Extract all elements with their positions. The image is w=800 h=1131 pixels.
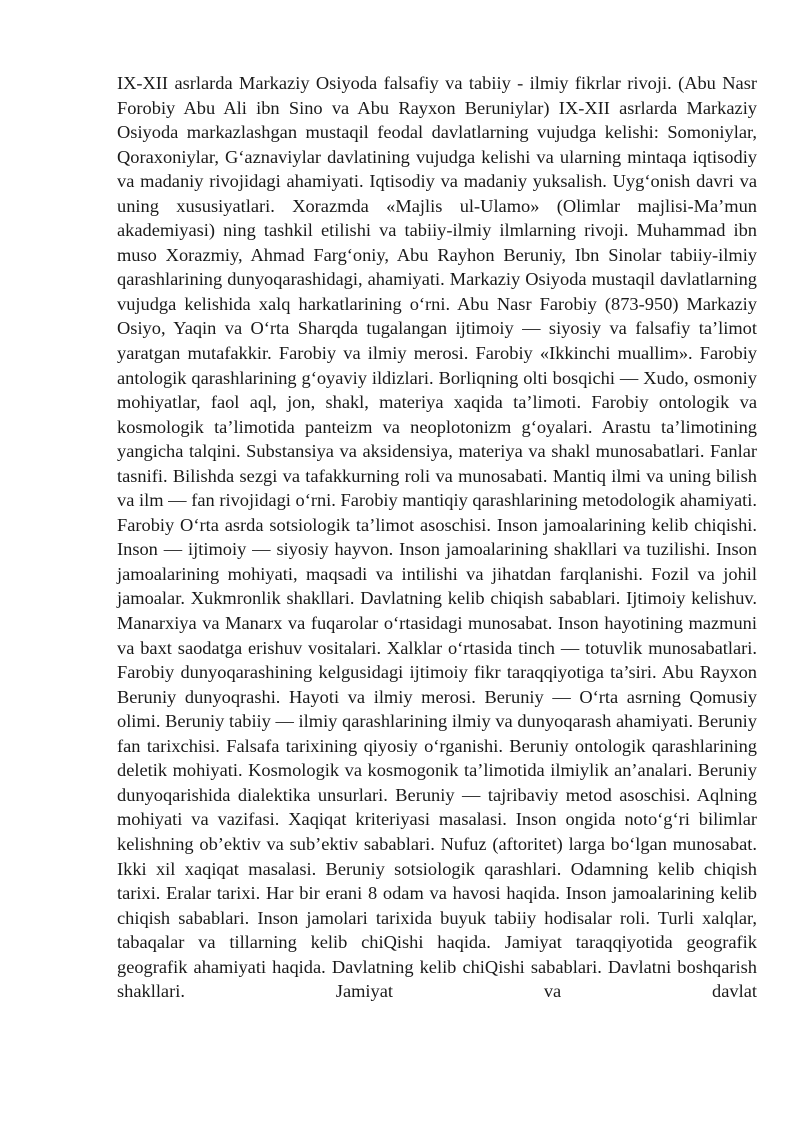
paragraph: IX-XII asrlarda Markaziy Osiyoda falsafiy va tabiiy - ilmiy fikrlar rivoji. (Abu Nasr Forobiy Abu Ali ibn Sino va Abu Rayxon Beruniylar) IX-XII asrlarda Markaziy Osiyoda markazlashgan mustaqil feodal davlatlarning vujudga kelishi: Somoniylar, Qoraxoniylar, G‘aznaviylar davlatining vujudga kelishi va ularning mintaqa iqtisodiy va madaniy rivojidagi ahamiyati. Iqtisodiy va madaniy yuksalish. Uyg‘onish davri va uning xususiyatlari. Xorazmda «Majlis ul-Ulamo» (Olimlar majlisi-Ma’mun akademiyasi) ning tashkil etilishi va tabiiy-ilmiy ilmlarning rivoji. Muhammad ibn muso Xorazmiy, Ahmad Farg‘oniy, Abu Rayhon Beruniy, Ibn Sinolar tabiiy-ilmiy qarashlarining dunyoqarashidagi, ahamiyati. Markaziy Osiyoda mustaqil davlatlarning vujudga kelishida xalq harkatlarining o‘rni. Abu Nasr Farobiy (873-950) Markaziy Osiyo, Yaqin va O‘rta Sharqda tugalangan ijtimoiy — siyosiy va falsafiy ta’limot yaratgan mutafakkir. Farobiy va ilmiy merosi. Farobiy «Ikkinchi muallim». Farobiy antologik qarashlarining g‘oyaviy ildizlari. Borliqning olti bosqichi — Xudo, osmoniy mohiyatlar, faol aql, jon, shakl, materiya xaqida ta’limoti. Farobiy ontologik va kosmologik ta’limotida panteizm va neoplotonizm g‘oyalari. Arastu ta’limotining yangicha talqini. Substansiya va aksidensiya, materiya va shakl munosabatlari. Fanlar tasnifi. Bilishda sezgi va tafakkurning roli va munosabati. Mantiq ilmi va uning bilish va ilm — fan rivojidagi o‘rni. Farobiy mantiqiy qarashlarining metodologik ahamiyati. Farobiy O‘rta asrda sotsiologik ta’limot asoschisi. Inson jamoalarining kelib chiqishi. Inson — ijtimoiy — siyosiy hayvon. Inson jamoalarining shakllari va tuzilishi. Inson jamoalarining mohiyati, maqsadi va intilishi va jihatdan farqlanishi. Fozil va johil jamoalar. Xukmronlik shakllari. Davlatning kelib chiqish sabablari. Ijtimoiy kelishuv. Manarxiya va Manarx va fuqarolar o‘rtasidagi munosabat. Inson hayotining mazmuni va baxt saodatga erishuv vositalari. Xalklar o‘rtasida tinch — totuvlik munosabatlari. Farobiy dunyoqarashining kelgusidagi ijtimoiy fikr taraqqiyotiga ta’siri. Abu Rayxon Beruniy dunyoqrashi. Hayoti va ilmiy merosi. Beruniy — O‘rta asrning Qomusiy olimi. Beruniy tabiiy — ilmiy qarashlarining ilmiy va dunyoqarash ahamiyati. Beruniy fan tarixchisi. Falsafa tarixining qiyosiy o‘rganishi. Beruniy ontologik qarashlarining deletik mohiyati. Kosmologik va kosmogonik ta’limotida ilmiylik an’analari. Beruniy dunyoqarishida dialektika unsurlari. Beruniy — tajribaviy metod asoschisi. Aqlning mohiyati va vazifasi. Xaqiqat kriteriyasi masalasi. Inson ongida noto‘g‘ri bilimlar kelishning ob’ektiv va sub’ektiv sabablari. Nufuz (aftoritet) larga bo‘lgan munosabat. Ikki xil xaqiqat masalasi. Beruniy sotsiologik qarashlari. Odamning kelib chiqish tarixi. Eralar tarixi. Har bir erani 8 odam va havosi haqida. Inson jamoalarining kelib chiqish sabablari. Inson jamolari tarixida buyuk tabiiy hodisalar roli. Turli xalqlar, tabaqalar va tillarning kelib chiQishi haqida. Jamiyat taraqqiyotida geografik geografik ahamiyati haqida. Davlatning kelib chiQishi sabablari. Davlatni boshqarish shakllari. Jamiyat va davlat	[117, 73, 757, 1002]
body-text	[117, 71, 757, 1004]
